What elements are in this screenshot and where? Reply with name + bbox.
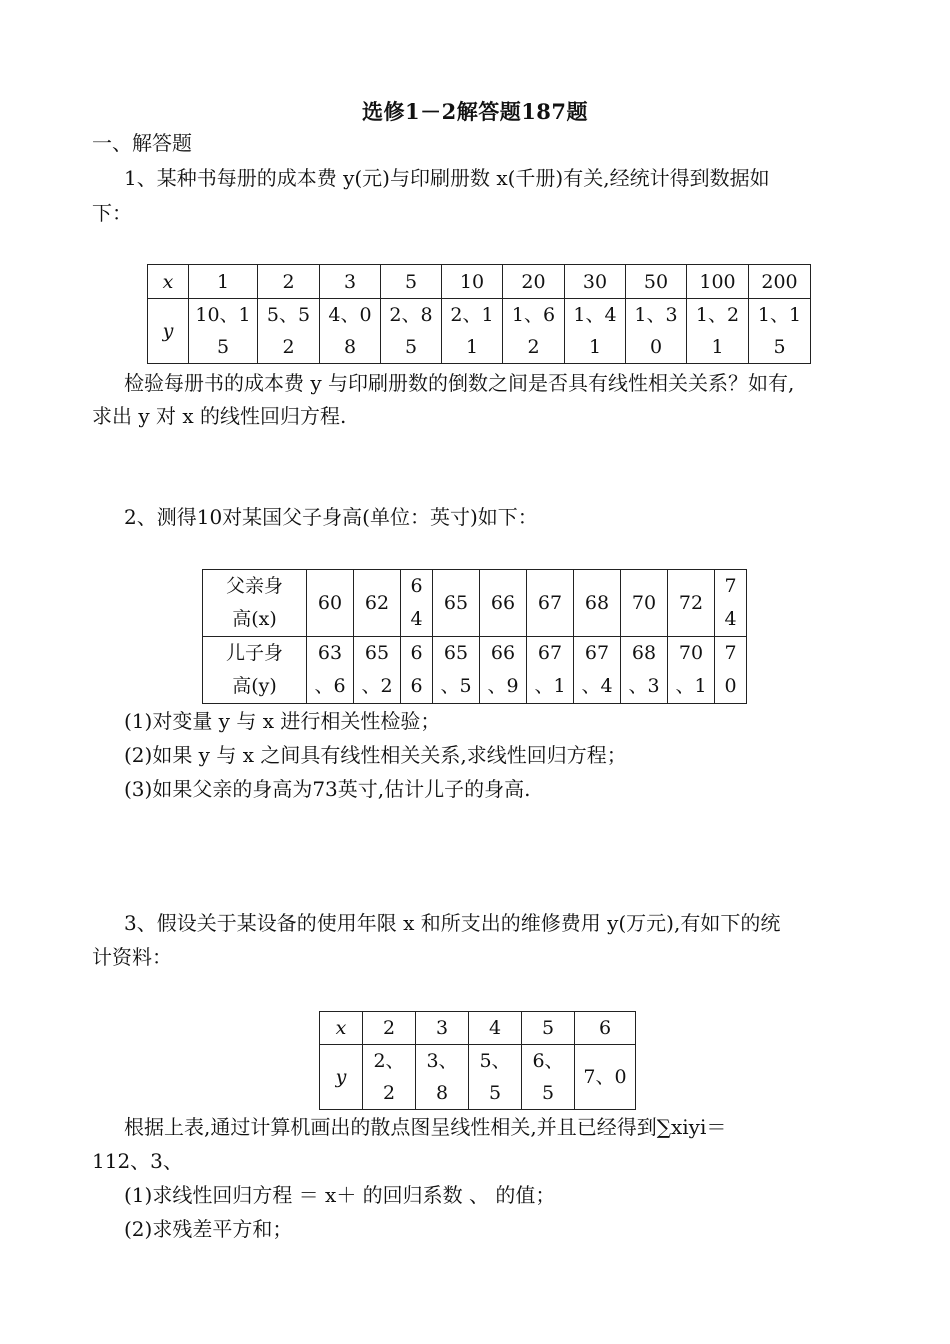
- table-cell: 30: [565, 265, 626, 299]
- table-cell: 67 、4: [574, 637, 621, 704]
- q3-data-table: [319, 1011, 636, 1110]
- table-cell: 7、0: [575, 1045, 636, 1110]
- table-cell: 68 、3: [621, 637, 668, 704]
- q2-item-2: (2)如果 y 与 x 之间具有线性相关关系,求线性回归方程；: [124, 743, 627, 767]
- q2-data-table: [202, 569, 747, 704]
- q1-after-line1: 检验每册书的成本费 y 与印刷册数的倒数之间是否具有线性相关关系？如有,: [124, 371, 795, 395]
- table-cell: 67: [527, 570, 574, 637]
- table-cell: 62: [354, 570, 401, 637]
- table-cell: 7 0: [715, 637, 747, 704]
- table-cell: 2: [258, 265, 320, 299]
- table-cell: 4、0 8: [320, 299, 381, 364]
- table-cell: 6 6: [401, 637, 433, 704]
- table-cell: 5、5 2: [258, 299, 320, 364]
- table-cell: 7 4: [715, 570, 747, 637]
- table-cell: 2、1 1: [442, 299, 503, 364]
- q1-after-line2: 求出 y 对 x 的线性回归方程.: [92, 404, 347, 428]
- table-cell: 1、3 0: [626, 299, 687, 364]
- table-cell: 65 、5: [433, 637, 480, 704]
- q3-after-line1: 根据上表,通过计算机画出的散点图呈线性相关,并且已经得到∑xiyi＝: [124, 1115, 727, 1139]
- table-cell: 67 、1: [527, 637, 574, 704]
- table-cell: 2、8 5: [381, 299, 442, 364]
- table-cell: 6: [575, 1012, 636, 1045]
- table-cell: 4: [469, 1012, 522, 1045]
- table-header-y: y: [148, 299, 189, 364]
- table-cell: 10、1 5: [189, 299, 258, 364]
- page-title: 选修1－2解答题187题: [361, 99, 589, 124]
- table-cell: 66: [480, 570, 527, 637]
- q2-text: 2、测得10对某国父子身高(单位：英寸)如下：: [124, 505, 538, 529]
- table-cell: 66 、9: [480, 637, 527, 704]
- table-cell: 3: [416, 1012, 469, 1045]
- q2-item-3: (3)如果父亲的身高为73英寸,估计儿子的身高.: [124, 777, 531, 801]
- table-cell: 5: [381, 265, 442, 299]
- table-cell: 65 、2: [354, 637, 401, 704]
- table-cell: 6 4: [401, 570, 433, 637]
- q1-data-table: [147, 264, 811, 364]
- table-cell: 5: [522, 1012, 575, 1045]
- table-cell: 60: [307, 570, 354, 637]
- table-cell: 10: [442, 265, 503, 299]
- table-cell: 70: [621, 570, 668, 637]
- table-cell: 1、6 2: [503, 299, 565, 364]
- table-cell: 20: [503, 265, 565, 299]
- q3-text-line2: 计资料：: [92, 945, 172, 969]
- table-cell: 6、 5: [522, 1045, 575, 1110]
- table-cell: 72: [668, 570, 715, 637]
- table-row: [203, 570, 747, 637]
- table-cell: 65: [433, 570, 480, 637]
- table-row: [203, 637, 747, 704]
- table-row: [148, 299, 811, 364]
- q1-text-line2: 下：: [92, 201, 132, 225]
- table-cell: 100: [687, 265, 749, 299]
- table-row: [148, 265, 811, 299]
- table-cell: 63 、6: [307, 637, 354, 704]
- q2-item-1: (1)对变量 y 与 x 进行相关性检验；: [124, 709, 441, 733]
- table-header-x: x: [148, 265, 189, 299]
- table-cell: 68: [574, 570, 621, 637]
- q3-item-1: (1)求线性回归方程 ＝ x＋ 的回归系数 、 的值；: [124, 1183, 556, 1207]
- table-header-x: x: [320, 1012, 363, 1045]
- table-cell: 50: [626, 265, 687, 299]
- table-header-father: 父亲身 高(x): [203, 570, 307, 637]
- table-cell: 5、 5: [469, 1045, 522, 1110]
- table-cell: 3: [320, 265, 381, 299]
- q3-after-line2: 112、3、: [92, 1149, 183, 1173]
- table-cell: 3、 8: [416, 1045, 469, 1110]
- table-cell: 70 、1: [668, 637, 715, 704]
- table-cell: 1、1 5: [749, 299, 811, 364]
- table-cell: 2: [363, 1012, 416, 1045]
- table-row: [320, 1012, 636, 1045]
- table-header-son: 儿子身 高(y): [203, 637, 307, 704]
- section-heading: 一、解答题: [92, 131, 192, 155]
- table-cell: 200: [749, 265, 811, 299]
- table-cell: 2、 2: [363, 1045, 416, 1110]
- table-cell: 1: [189, 265, 258, 299]
- table-header-y: y: [320, 1045, 363, 1110]
- q3-item-2: (2)求残差平方和；: [124, 1217, 293, 1241]
- table-cell: 1、4 1: [565, 299, 626, 364]
- q3-text-line1: 3、假设关于某设备的使用年限 x 和所支出的维修费用 y(万元),有如下的统: [124, 911, 781, 935]
- q1-text-line1: 1、某种书每册的成本费 y(元)与印刷册数 x(千册)有关,经统计得到数据如: [124, 166, 770, 190]
- table-row: [320, 1045, 636, 1110]
- table-cell: 1、2 1: [687, 299, 749, 364]
